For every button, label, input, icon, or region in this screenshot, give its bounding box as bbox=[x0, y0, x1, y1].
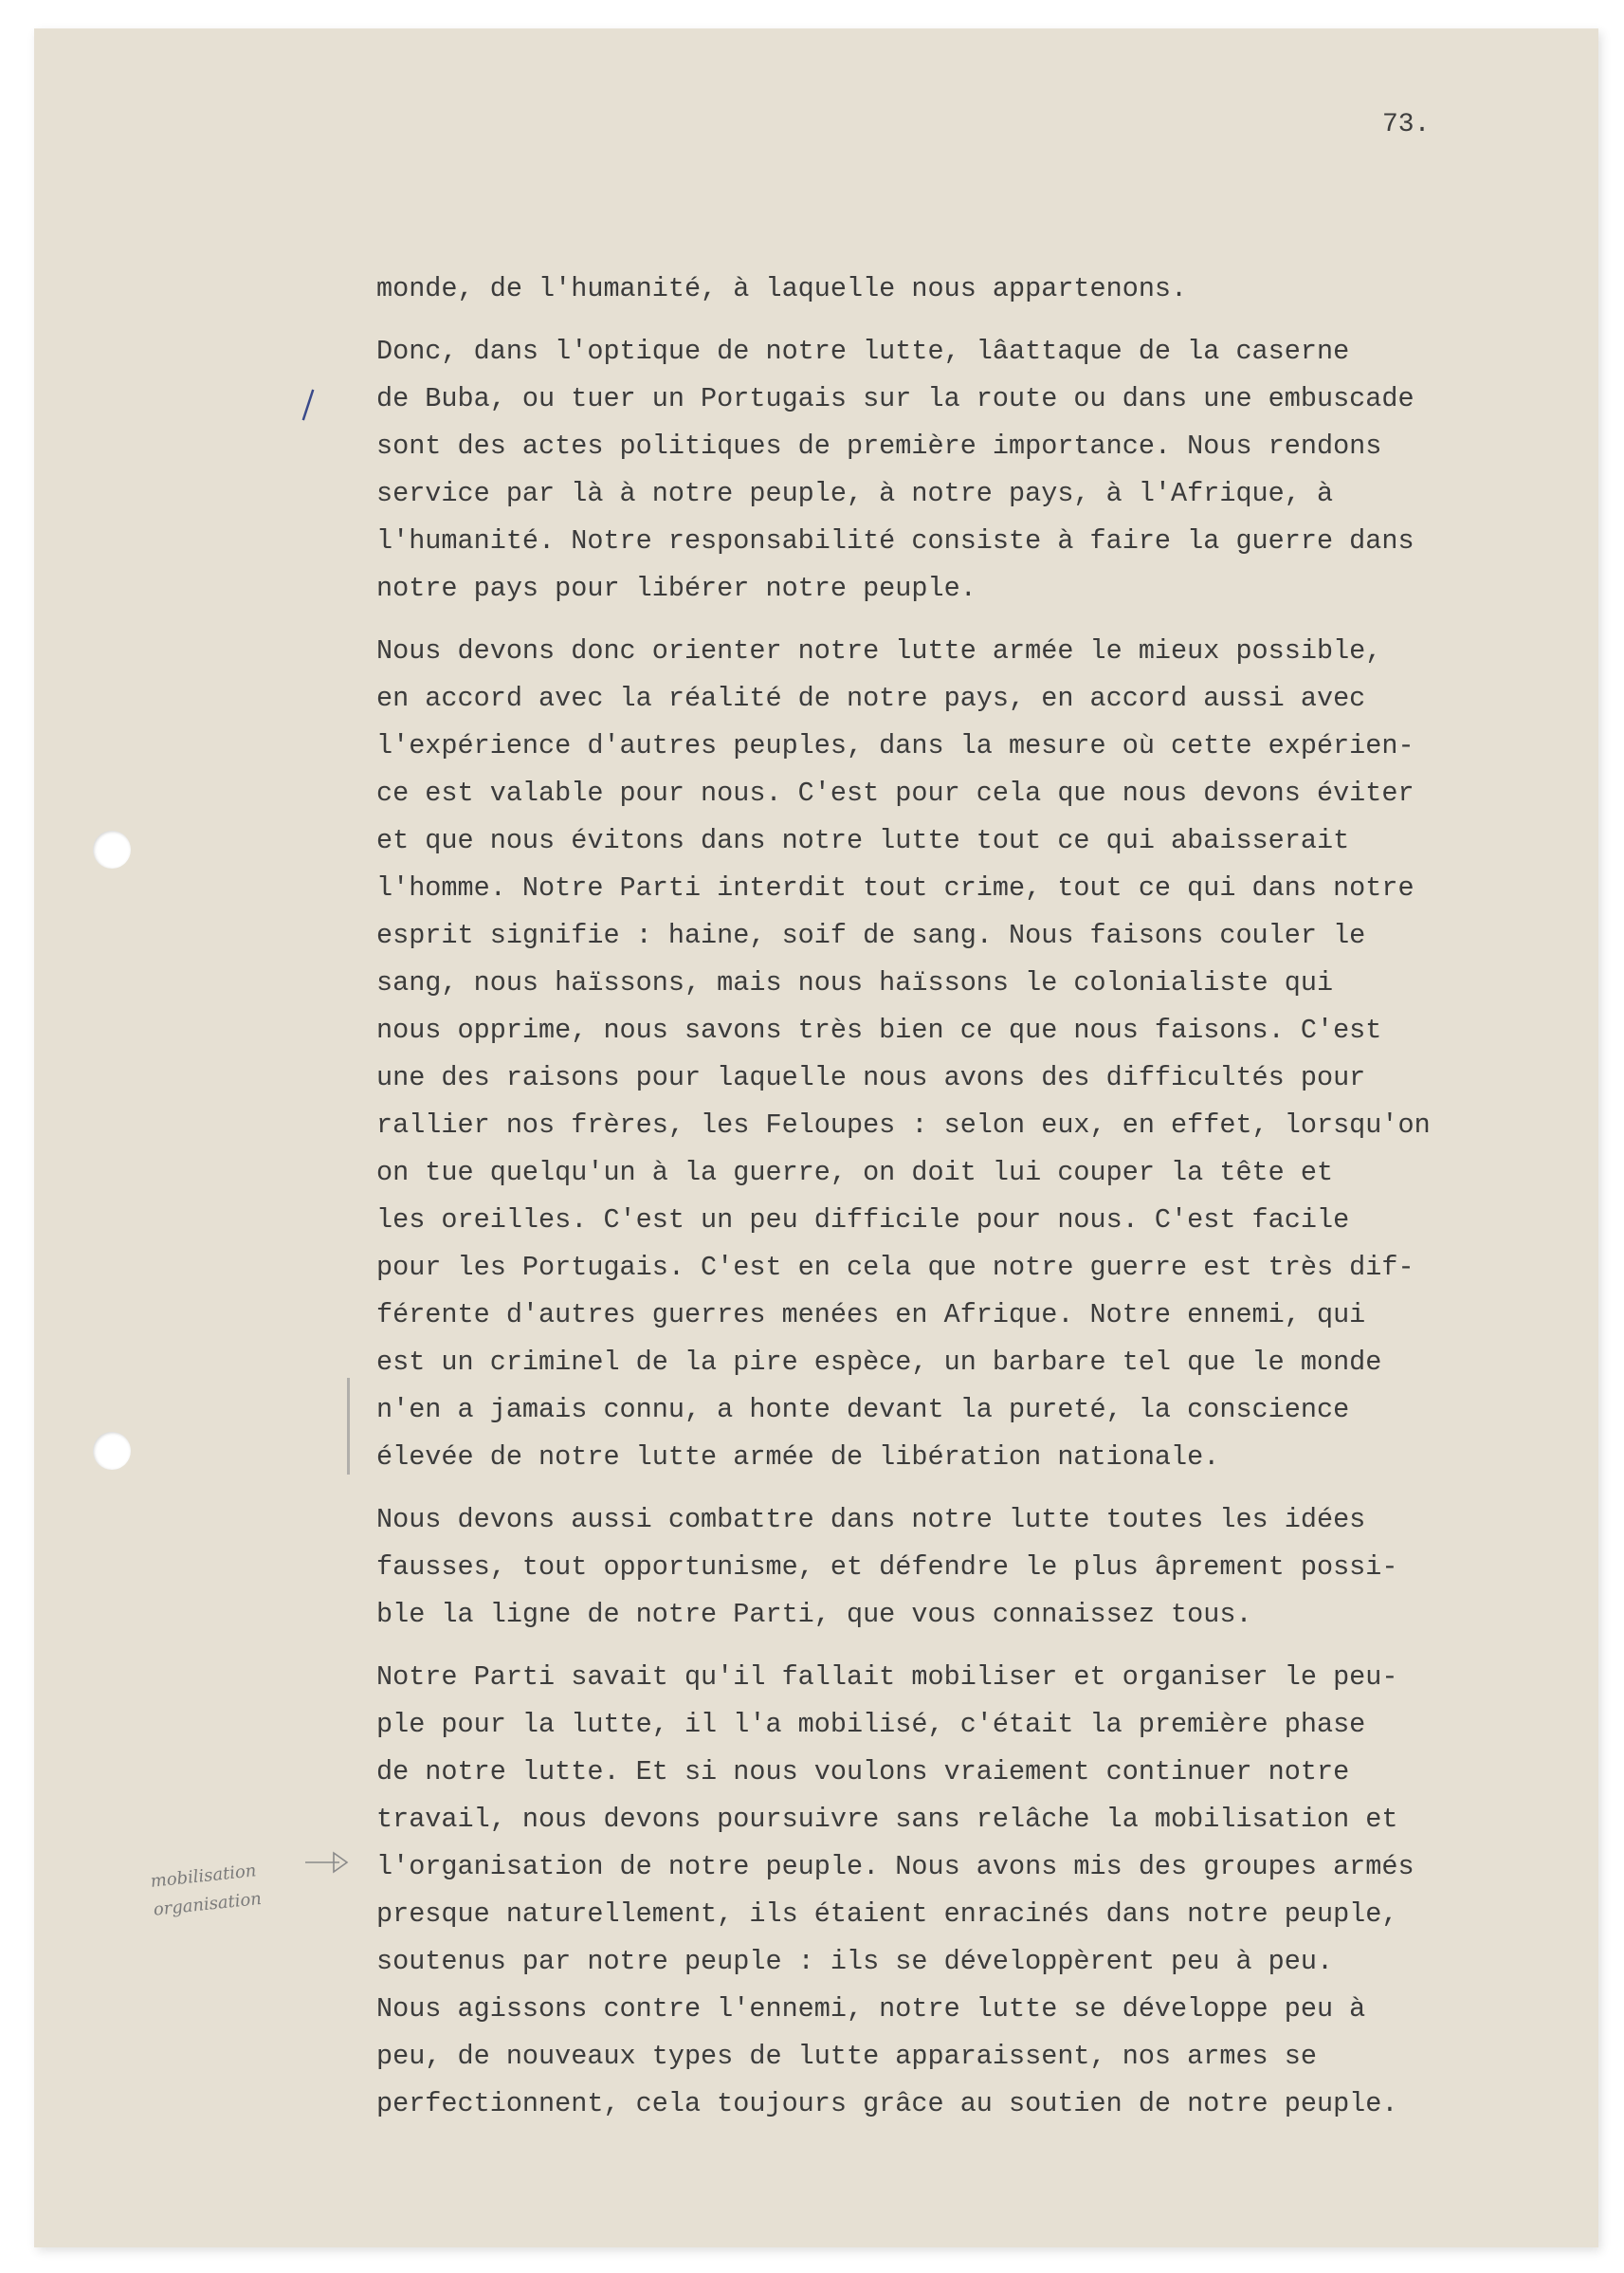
text-line: soutenus par notre peuple : ils se développèrent peu à peu. bbox=[376, 1946, 1334, 1977]
text-line: de Buba, ou tuer un Portugais sur la route ou dans une embuscade bbox=[376, 383, 1414, 414]
text-line: Nous devons aussi combattre dans notre lutte toutes les idées bbox=[376, 1504, 1366, 1535]
paragraph bbox=[376, 1654, 1590, 2128]
page-number: 73. bbox=[1382, 110, 1431, 139]
margin-note-line: organisation bbox=[152, 1888, 263, 1920]
text-line: esprit signifie : haine, soif de sang. Nous faisons couler le bbox=[376, 920, 1366, 951]
text-line: notre pays pour libérer notre peuple. bbox=[376, 573, 976, 604]
text-line: on tue quelqu'un à la guerre, on doit lui couper la tête et bbox=[376, 1157, 1334, 1188]
text-line: l'expérience d'autres peuples, dans la mesure où cette expérien- bbox=[376, 730, 1414, 761]
text-line: férente d'autres guerres menées en Afrique. Notre ennemi, qui bbox=[376, 1299, 1366, 1330]
text-line: élevée de notre lutte armée de libération nationale. bbox=[376, 1441, 1220, 1473]
margin-line-mark bbox=[347, 1378, 350, 1475]
text-line: nous opprime, nous savons très bien ce que nous faisons. C'est bbox=[376, 1015, 1382, 1046]
paragraph bbox=[376, 1496, 1590, 1639]
text-line: les oreilles. C'est un peu difficile pour nous. C'est facile bbox=[376, 1204, 1350, 1236]
text-line: travail, nous devons poursuivre sans relâche la mobilisation et bbox=[376, 1804, 1398, 1835]
text-line: peu, de nouveaux types de lutte apparaissent, nos armes se bbox=[376, 2041, 1317, 2072]
text-line: est un criminel de la pire espèce, un barbare tel que le monde bbox=[376, 1347, 1382, 1378]
text-line: une des raisons pour laquelle nous avons des difficultés pour bbox=[376, 1062, 1366, 1093]
text-line: ce est valable pour nous. C'est pour cela que nous devons éviter bbox=[376, 778, 1414, 809]
text-line: rallier nos frères, les Feloupes : selon eux, en effet, lorsqu'on bbox=[376, 1109, 1431, 1141]
margin-note-line: mobilisation bbox=[149, 1861, 258, 1892]
arrow-icon bbox=[301, 1843, 358, 1881]
text-line: l'organisation de notre peuple. Nous avons mis des groupes armés bbox=[376, 1851, 1414, 1882]
text-line: et que nous évitons dans notre lutte tout ce qui abaisserait bbox=[376, 825, 1350, 856]
paragraph bbox=[376, 628, 1590, 1481]
text-line: perfectionnent, cela toujours grâce au soutien de notre peuple. bbox=[376, 2088, 1398, 2119]
text-line: de notre lutte. Et si nous voulons vraiement continuer notre bbox=[376, 1756, 1350, 1787]
text-line: l'humanité. Notre responsabilité consiste à faire la guerre dans bbox=[376, 525, 1414, 557]
text-line: ple pour la lutte, il l'a mobilisé, c'était la première phase bbox=[376, 1709, 1366, 1740]
text-line: fausses, tout opportunisme, et défendre le plus âprement possi- bbox=[376, 1551, 1398, 1583]
text-line: presque naturellement, ils étaient enracinés dans notre peuple, bbox=[376, 1898, 1398, 1930]
text-line: monde, de l'humanité, à laquelle nous appartenons. bbox=[376, 273, 1188, 304]
text-line: l'homme. Notre Parti interdit tout crime, tout ce qui dans notre bbox=[376, 872, 1414, 904]
paragraph bbox=[376, 266, 1590, 313]
paragraph bbox=[376, 328, 1590, 613]
text-line: n'en a jamais connu, a honte devant la pureté, la conscience bbox=[376, 1394, 1350, 1425]
text-line: sont des actes politiques de première importance. Nous rendons bbox=[376, 431, 1382, 462]
text-line: ble la ligne de notre Parti, que vous connaissez tous. bbox=[376, 1599, 1252, 1630]
typewritten-text bbox=[376, 266, 1590, 2143]
text-line: Donc, dans l'optique de notre lutte, lâattaque de la caserne bbox=[376, 336, 1350, 367]
text-line: Nous agissons contre l'ennemi, notre lutte se développe peu à bbox=[376, 1993, 1366, 2025]
text-line: sang, nous haïssons, mais nous haïssons le colonialiste qui bbox=[376, 967, 1334, 999]
punch-hole-top bbox=[93, 831, 131, 869]
text-line: service par là à notre peuple, à notre pays, à l'Afrique, à bbox=[376, 478, 1334, 509]
text-line: pour les Portugais. C'est en cela que notre guerre est très dif- bbox=[376, 1252, 1414, 1283]
text-line: Nous devons donc orienter notre lutte armée le mieux possible, bbox=[376, 635, 1382, 667]
punch-hole-bottom bbox=[93, 1432, 131, 1470]
text-line: Notre Parti savait qu'il fallait mobiliser et organiser le peu- bbox=[376, 1661, 1398, 1693]
text-line: en accord avec la réalité de notre pays, en accord aussi avec bbox=[376, 683, 1366, 714]
